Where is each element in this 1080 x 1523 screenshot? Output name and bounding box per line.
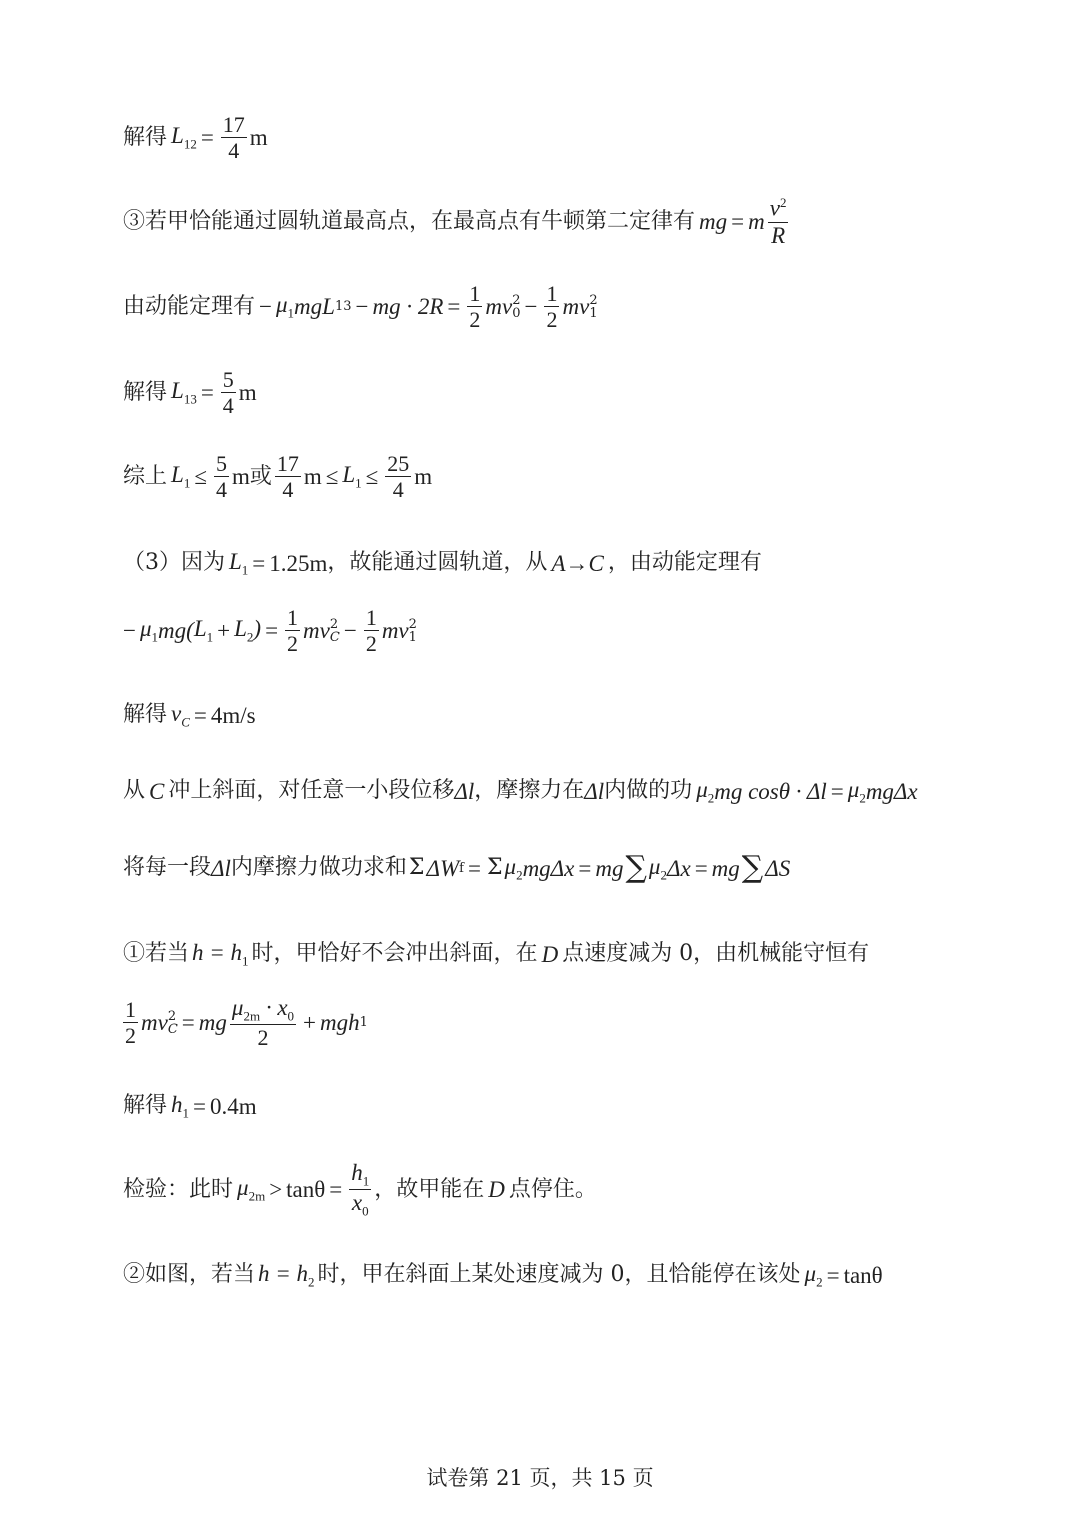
var: v	[171, 701, 182, 726]
line-case2-intro: ②如图，若当 $h = h_2$ 时，甲在斜面上某处速度减为 0，且恰能停在该处 $\mu_2$ = tanθ	[123, 1261, 883, 1290]
den: 2	[546, 307, 558, 333]
text: 内做的功	[604, 778, 693, 804]
num: 1	[287, 605, 299, 630]
delta-W: ΔW	[426, 855, 460, 881]
text: 冲上斜面，对任意一小段位移	[168, 778, 455, 804]
mgL: mgL	[294, 294, 335, 320]
tan-theta: tanθ	[286, 1177, 326, 1203]
line-energy-conservation: $\frac{1}{2}$ mv 2 C = mg $\frac{\mu_{2m} \cdot x_0}{2}$ + mgh 1	[125, 995, 368, 1051]
den: 2	[125, 1023, 136, 1049]
mg: mg(	[158, 618, 194, 644]
h: h	[351, 1160, 363, 1185]
fraction	[214, 452, 229, 501]
den: 4	[282, 477, 294, 503]
text: 解得	[123, 379, 168, 405]
expr: Δx	[666, 855, 691, 881]
var: L	[171, 123, 184, 149]
lhs: mg	[699, 209, 728, 235]
sub: 12	[183, 136, 197, 152]
fraction	[221, 368, 236, 417]
sub: 2	[816, 1274, 823, 1290]
mg: mg	[711, 855, 740, 881]
den: 4	[228, 138, 240, 164]
sub: 2m	[248, 1189, 266, 1205]
text: 解得	[123, 124, 168, 150]
fraction	[275, 452, 301, 501]
page-footer: 试卷第 21 页，共 15 页	[426, 1466, 654, 1490]
x: x	[277, 995, 288, 1020]
m: m	[748, 209, 765, 235]
sup: 2	[512, 292, 521, 308]
text: 解得	[123, 702, 168, 728]
sup: 2	[779, 195, 787, 210]
text: 内摩擦力做功求和	[230, 855, 407, 880]
sub: 1	[151, 629, 159, 645]
sub: 1	[241, 562, 249, 578]
sub: 1	[408, 629, 417, 645]
value: 0.4m	[210, 1093, 257, 1119]
line-solve-vC: 解得 $v_C$ = 4m/s	[123, 701, 256, 730]
rhs: mgΔx	[865, 778, 918, 804]
eq: h = h	[192, 940, 243, 965]
var: h	[171, 1092, 183, 1117]
sub: 1	[359, 1015, 368, 1031]
sub: 13	[183, 391, 197, 407]
eq: h = h	[258, 1261, 309, 1286]
fraction	[385, 452, 411, 501]
den: 4	[392, 477, 404, 503]
expr: mgΔx	[522, 855, 575, 881]
text: 从	[123, 778, 146, 804]
delta-l: Δl	[454, 778, 475, 804]
den: 2	[365, 631, 377, 657]
mg2R: mg · 2R	[372, 294, 444, 320]
den: 4	[222, 393, 234, 419]
den: 2	[469, 307, 481, 333]
sub: C	[181, 714, 190, 730]
sub: 2	[707, 790, 715, 806]
path: A→C	[551, 550, 604, 576]
den: R	[771, 222, 786, 248]
text: 时，甲在斜面上某处速度减为 0，且恰能停在该处	[317, 1262, 801, 1288]
unit: m	[238, 380, 257, 406]
num: 1	[365, 605, 377, 630]
var: L	[171, 378, 184, 404]
text: ①若当	[123, 941, 190, 967]
text: ，故甲能在	[374, 1176, 485, 1202]
var: L	[342, 462, 356, 488]
delta-S: ΔS	[765, 855, 791, 881]
sup: 2	[408, 616, 417, 632]
sub: 2	[246, 629, 254, 645]
sub: f	[459, 860, 464, 876]
num: 5	[222, 367, 234, 392]
fraction	[544, 282, 559, 331]
line-solve-L12: 解得 $L_{12}$ = $\frac{17}{4}$ m	[123, 112, 268, 164]
sub: 1	[242, 953, 249, 969]
point-D: D	[488, 1177, 505, 1203]
mv: mv	[485, 294, 513, 320]
sup: 2	[329, 616, 339, 632]
tan-theta: tanθ	[843, 1262, 883, 1288]
delta-l: Δl	[211, 855, 231, 881]
fraction	[349, 1161, 371, 1218]
sub: 2	[516, 867, 523, 883]
text: ③若甲恰能通过圆轨道最高点，在最高点有牛顿第二定律有	[123, 208, 696, 234]
text: ②如图，若当	[123, 1262, 256, 1288]
line-energy-equation-AC: − $\mu_1$ mg( $L_1$ + $L_2$) = $\frac{1}{2}$ mv 2 C − $\frac{1}{2}$ mv 2 1	[123, 605, 417, 657]
text: 检验：此时	[123, 1176, 234, 1202]
line-summary-range: 综上 $L_1$ ≤ $\frac{5}{4}$ m 或 $\frac{17}{4}$ m ≤ $L_1$ ≤ $\frac{25}{4}$ m	[123, 451, 433, 503]
L: L	[193, 616, 207, 642]
value: 1.25m	[269, 550, 328, 576]
text: ，故能通过圆轨道，从	[327, 550, 548, 576]
num: 17	[222, 112, 245, 137]
line-case1-intro	[123, 941, 869, 968]
num: 25	[387, 451, 410, 476]
num: 1	[469, 281, 481, 306]
num: 1	[546, 281, 558, 306]
line-friction-work: 从 C 冲上斜面，对任意一小段位移 Δl ，摩擦力在 Δl 内做的功 $\mu_2$ mg cosθ · Δl = $\mu_2$ mgΔx	[123, 777, 918, 806]
unit: m	[249, 125, 268, 151]
sub: C	[329, 629, 340, 645]
line-newton-second-law: ③若甲恰能通过圆轨道最高点，在最高点有牛顿第二定律有 mg = m $\frac{v^2}{R}$	[123, 195, 787, 248]
sub: 2	[660, 867, 667, 883]
or: 或	[249, 463, 272, 489]
sub: 2	[308, 1274, 315, 1290]
fraction	[123, 998, 138, 1047]
sub: 0	[362, 1203, 369, 1219]
var: L	[171, 462, 184, 488]
text: 点停住。	[508, 1176, 597, 1202]
var: L	[229, 549, 242, 574]
fraction	[467, 282, 482, 331]
sub: 1	[589, 305, 598, 321]
sub: 2m	[243, 1008, 261, 1024]
num: 1	[125, 997, 136, 1023]
mg: mg	[198, 1010, 227, 1036]
sub: 0	[512, 305, 521, 321]
L: L	[234, 616, 247, 642]
sub: 1	[362, 1173, 370, 1189]
mv: mv	[141, 1010, 168, 1036]
unit: m	[231, 464, 250, 490]
sub: C	[167, 1021, 178, 1037]
line-kinetic-energy-theorem: 由动能定理有 − $\mu_1$ mgL 13 − mg · 2R = $\frac{1}{2}$ mv 2 0 − $\frac{1}{2}$ mv 2 1	[123, 281, 598, 333]
num: 17	[276, 451, 299, 476]
mv: mv	[562, 294, 590, 320]
fraction	[221, 113, 247, 162]
line-solve-L13: 解得 $L_{13}$ = $\frac{5}{4}$ m	[123, 367, 257, 419]
text: 点速度减为 0，由机械能守恒有	[562, 941, 870, 967]
den: 2	[287, 631, 299, 657]
den: 2	[257, 1025, 269, 1051]
line-part3-intro: （3）因为 $L_1$ = 1.25m ，故能通过圆轨道，从 A→C ，由动能定理有	[123, 549, 762, 578]
delta-l: Δl	[584, 778, 605, 804]
expr: mg cosθ · Δl	[714, 778, 827, 804]
text: 时，甲恰好不会冲出斜面，在	[251, 941, 538, 967]
sub: 1	[355, 475, 362, 491]
sub: 1	[182, 1105, 190, 1121]
text: 将每一段	[123, 855, 212, 880]
text: 综上	[123, 463, 168, 489]
mgh: mgh	[320, 1010, 360, 1036]
den: 4	[215, 477, 227, 503]
text: 解得	[123, 1093, 168, 1119]
sub: 0	[287, 1008, 295, 1024]
fraction	[768, 196, 789, 248]
sub: 2	[859, 790, 866, 806]
line-work-summation: 将每一段 Δl 内摩擦力做功求和 Σ ΔW f = Σ $\mu_2$ mgΔx = mg ∑ $\mu_2$ Δx = mg ∑ ΔS	[123, 850, 791, 885]
point-C: C	[149, 778, 165, 804]
line-verification: 检验：此时 $\mu_{2m}$ > tanθ = $\frac{h_1}{x_0}$ ，故甲能在 D 点停住。	[123, 1160, 597, 1219]
unit: m	[303, 464, 322, 490]
fraction	[364, 606, 379, 655]
fraction: $\frac{\mu_{2m} \cdot x_0}{2}$	[231, 995, 295, 1051]
sub: 1	[287, 305, 295, 321]
sup: 2	[589, 292, 598, 308]
text: 由动能定理有	[123, 293, 256, 319]
line-solve-h1: 解得 $h_1$ = 0.4m	[123, 1092, 257, 1121]
unit: m	[414, 464, 433, 490]
sub: 1	[206, 629, 214, 645]
x: x	[351, 1190, 363, 1216]
value: 4m/s	[210, 702, 256, 728]
fraction	[285, 606, 300, 655]
text: ，由动能定理有	[607, 550, 762, 576]
point-D: D	[541, 941, 559, 967]
sub: 13	[334, 299, 352, 315]
text: （3）因为	[123, 550, 225, 576]
v: v	[769, 195, 780, 221]
sup: 2	[167, 1008, 177, 1024]
mg: mg	[595, 855, 624, 881]
num: 5	[215, 451, 227, 476]
sub: 1	[183, 475, 191, 491]
text: ，摩擦力在	[474, 778, 585, 804]
